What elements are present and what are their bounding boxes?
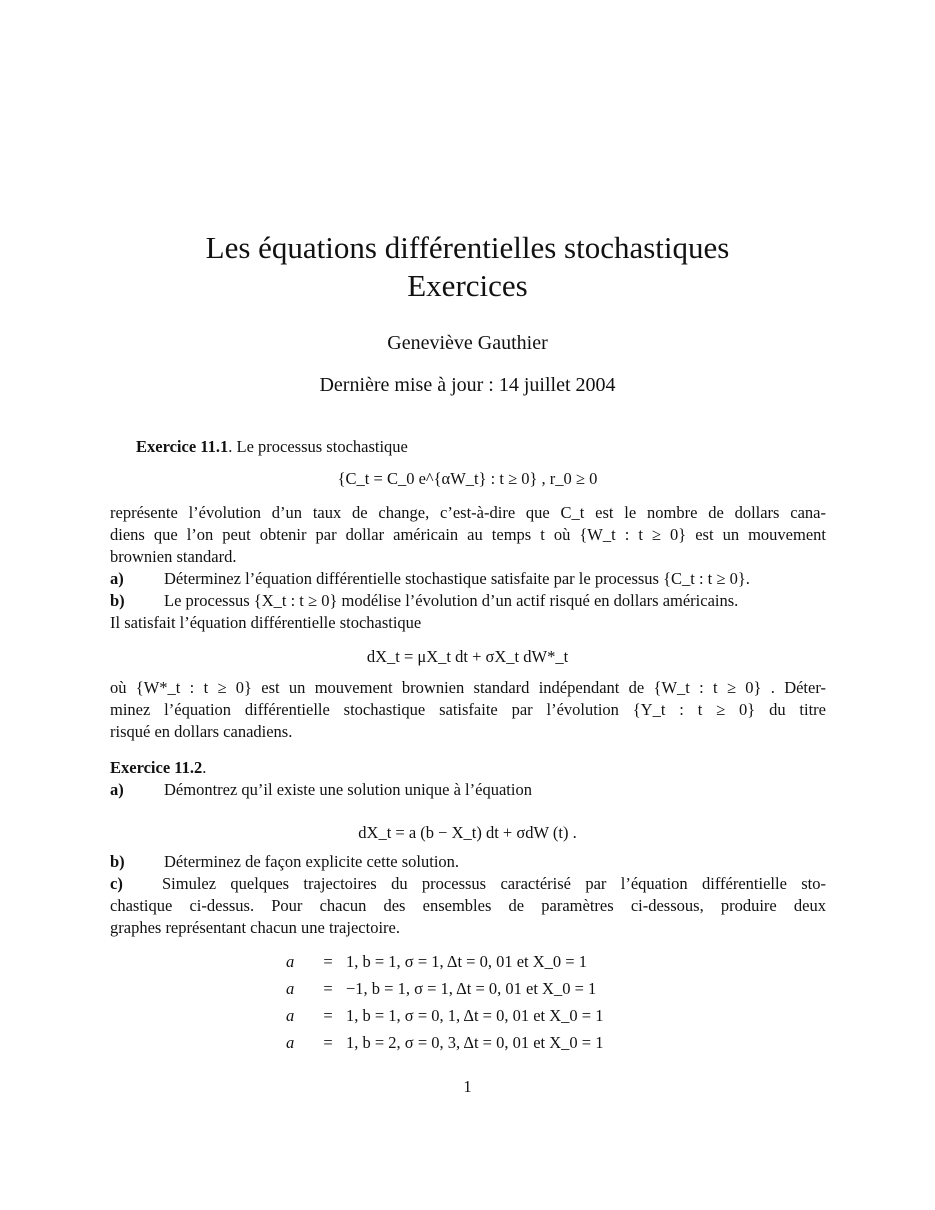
exercise-1-paragraph-2-line-2: minez l’équation différentielle stochastique satisfaite par l’évolution {Y_t : t ≥ 0} du titre: [110, 700, 826, 719]
exercise-1-paragraph-2-line-3: risqué en dollars canadiens.: [110, 722, 293, 741]
exercise-2-item-c: [110, 873, 826, 895]
exercise-1-equation-2: dX_t = μX_t dt + σX_t dW*_t: [366, 647, 569, 666]
exercise-1-paragraph-line-2: diens que l’on peut obtenir par dollar américain au temps t où {W_t : t ≥ 0} est un mouvement: [110, 525, 826, 544]
exercise-1-item-b-line-2: Il satisfait l’équation différentielle stochastique: [110, 613, 422, 632]
parameter-set-row: [286, 1029, 603, 1056]
exercise-1-paragraph-line-1: représente l’évolution d’un taux de change, c’est-à-dire que C_t est le nombre de dollars cana-: [110, 503, 826, 522]
exercise-1-item-b: [110, 590, 826, 612]
update-date: Dernière mise à jour : 14 juillet 2004: [319, 374, 616, 396]
exercise-2-heading-suffix: .: [202, 758, 207, 777]
item-c-text: Simulez quelques trajectoires du processus caractérisé par l’équation différentielle sto-: [162, 874, 826, 893]
exercise-2-heading-line: [110, 757, 826, 779]
parameter-set-row: [286, 1002, 603, 1029]
param-lhs: a: [286, 1032, 295, 1052]
parameter-set-row: [286, 948, 603, 975]
item-b-label: b): [110, 852, 125, 871]
exercise-2-heading: Exercice 11.2: [110, 758, 203, 777]
exercise-1-paragraph-line-3: brownien standard.: [110, 547, 237, 566]
exercise-1-paragraph-2-line-1: où {W*_t : t ≥ 0} est un mouvement brownien standard indépendant de {W_t : t ≥ 0} . Déter-: [110, 678, 826, 697]
page-number: 1: [463, 1077, 472, 1096]
item-b-label: b): [110, 591, 125, 610]
param-eq: =: [323, 1032, 333, 1052]
param-rhs: 1, b = 2, σ = 0, 3, Δt = 0, 01 et X_0 = 1: [346, 1032, 604, 1052]
param-rhs: −1, b = 1, σ = 1, Δt = 0, 01 et X_0 = 1: [346, 978, 597, 998]
item-a-text: Démontrez qu’il existe une solution unique à l’équation: [164, 780, 532, 799]
item-a-label: a): [110, 569, 124, 588]
document-subtitle: Exercices: [407, 268, 528, 303]
param-rhs: 1, b = 1, σ = 0, 1, Δt = 0, 01 et X_0 = 1: [346, 1005, 604, 1025]
exercise-1-heading: Exercice 11.1: [136, 437, 229, 456]
item-a-label: a): [110, 780, 124, 799]
item-a-text: Déterminez l’équation différentielle stochastique satisfaite par le processus {C_t : t ≥ 0}.: [164, 569, 750, 588]
item-b-text: Déterminez de façon explicite cette solution.: [164, 852, 460, 871]
author: Geneviève Gauthier: [387, 332, 548, 354]
exercise-2-equation: dX_t = a (b − X_t) dt + σdW (t) .: [358, 823, 577, 842]
param-lhs: a: [286, 951, 295, 971]
param-lhs: a: [286, 978, 295, 998]
parameter-sets-table: [286, 948, 603, 1056]
exercise-2-item-a: [110, 779, 826, 801]
param-eq: =: [323, 978, 333, 998]
param-lhs: a: [286, 1005, 295, 1025]
param-eq: =: [323, 951, 333, 971]
exercise-2-item-c-line-3: graphes représentant chacun une trajectoire.: [110, 918, 400, 937]
item-c-label: c): [110, 874, 123, 893]
exercise-1-equation: {C_t = C_0 e^{αW_t} : t ≥ 0} , r_0 ≥ 0: [337, 469, 598, 488]
parameter-set-row: [286, 975, 603, 1002]
exercise-2-item-b: [110, 851, 826, 873]
param-eq: =: [323, 1005, 333, 1025]
item-b-text: Le processus {X_t : t ≥ 0} modélise l’évolution d’un actif risqué en dollars américains.: [164, 591, 739, 610]
exercise-1-intro: . Le processus stochastique: [228, 437, 408, 456]
param-rhs: 1, b = 1, σ = 1, Δt = 0, 01 et X_0 = 1: [346, 951, 587, 971]
exercise-1-heading-line: [136, 436, 852, 458]
exercise-1-item-a: [110, 568, 826, 590]
exercise-2-item-c-line-2: chastique ci-dessus. Pour chacun des ensembles de paramètres ci-dessous, produire deux: [110, 896, 826, 915]
document-title: Les équations différentielles stochastiques: [205, 230, 730, 265]
